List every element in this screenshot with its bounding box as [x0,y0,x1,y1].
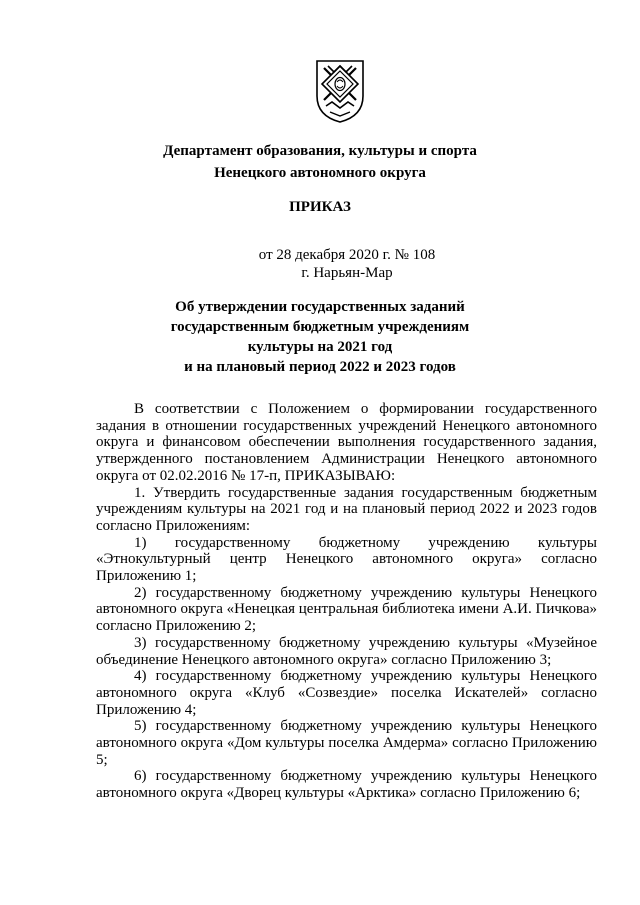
organization-line-1: Департамент образования, культуры и спорта [163,143,477,159]
subject-line-3: культуры на 2021 год [247,339,393,355]
order-subitem-6: 6) государственному бюджетному учреждению культуры Ненецкого автономного округа «Дворец культуры «Арктика» согласно Приложению 6; [96,768,597,802]
document-type-title: ПРИКАЗ [289,199,351,215]
organization-line-2: Ненецкого автономного округа [214,165,426,181]
subject-line-2: государственным бюджетным учреждениям [170,319,470,335]
document-subject [0,297,640,377]
document-place: г. Нарьян-Мар [301,265,393,281]
document-body [96,401,597,802]
organization-name [0,140,640,184]
order-item-1: 1. Утвердить государственные задания государственным бюджетным учреждениям культуры на 2021 год и на плановый период 2022 и 2023 годов согласно Приложениям: [96,484,597,534]
order-subitem-5: 5) государственному бюджетному учреждению культуры Ненецкого автономного округа «Дом культуры поселка Амдерма» согласно Приложению 5; [96,718,597,768]
order-subitem-4: 4) государственному бюджетному учреждению культуры Ненецкого автономного округа «Клуб «Созвездие» поселка Искателей» согласно Приложению 4; [96,668,597,718]
coat-of-arms-emblem [314,58,366,124]
order-subitem-2: 2) государственному бюджетному учреждению культуры Ненецкого автономного округа «Ненецкая центральная библиотека имени А.И. Пичкова» согласно Приложению 2; [96,584,597,635]
document-meta [0,246,640,282]
subject-line-4: и на плановый период 2022 и 2023 годов [184,359,456,375]
document-date-number: от 28 декабря 2020 г. № 108 [258,247,436,263]
order-subitem-3: 3) государственному бюджетному учреждению культуры «Музейное объединение Ненецкого автономного округа» согласно Приложению 3; [96,634,597,668]
subject-line-1: Об утверждении государственных заданий [175,299,465,315]
preamble-paragraph: В соответствии с Положением о формировании государственного задания в отношении государственных учреждений Ненецкого автономного округа и финансовом обеспечении выполнения государственного задания, утвержденного постановлением Администрации Ненецкого автономного округа от 02.02.2016 № 17-п, ПРИКАЗЫВАЮ: [96,401,597,484]
order-subitem-1: 1) государственному бюджетному учреждению культуры «Этнокультурный центр Ненецкого автономного округа» согласно Приложению 1; [96,534,597,585]
